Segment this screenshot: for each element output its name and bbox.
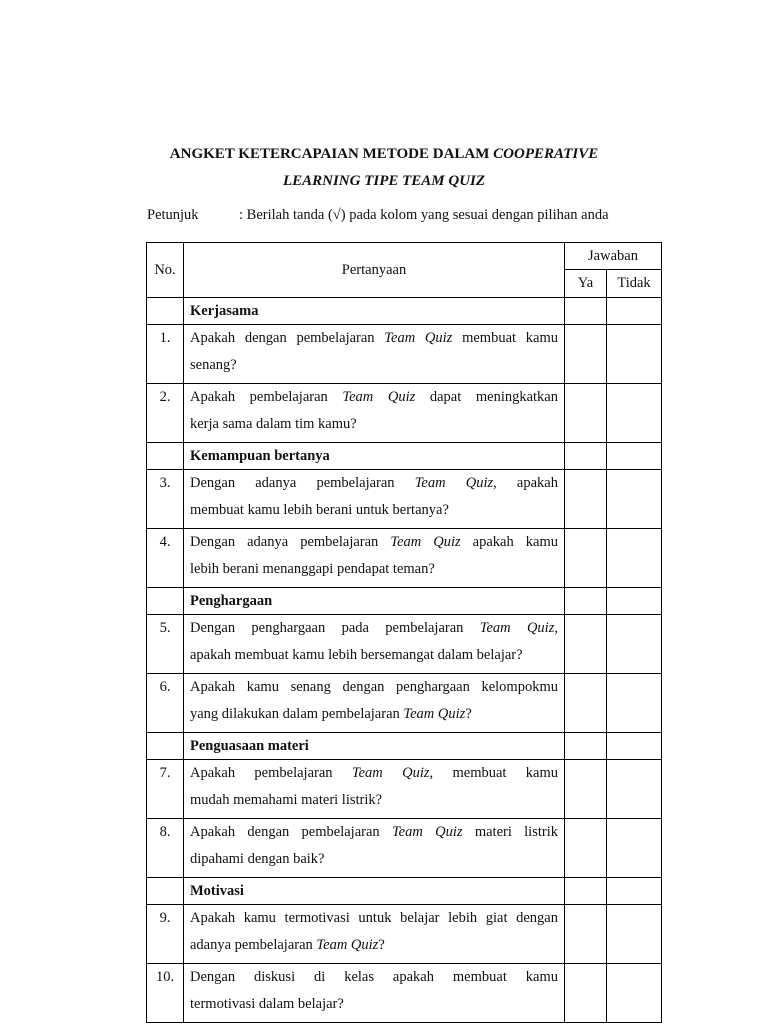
question-text (184, 964, 565, 1023)
question-text-part: Dengan diskusi di kelas apakah membuat kamu (190, 969, 558, 985)
answer-yes-cell[interactable] (565, 325, 607, 384)
question-text (184, 615, 565, 674)
question-text-part: termotivasi dalam belajar? (190, 996, 344, 1012)
header-no-answer: Tidak (607, 270, 662, 298)
question-line-2 (190, 497, 558, 524)
question-text-part: Apakah dengan pembelajaran (190, 330, 385, 346)
question-text (184, 470, 565, 529)
question-line-1 (190, 674, 558, 701)
question-line-2 (190, 701, 558, 728)
answer-no-cell[interactable] (607, 298, 662, 325)
category-no-cell (147, 443, 184, 470)
question-number: 8. (147, 819, 184, 878)
instruction-text: : Berilah tanda (√) pada kolom yang sesuai dengan pilihan anda (239, 207, 609, 223)
question-row (147, 674, 662, 733)
question-line-1 (190, 615, 558, 642)
question-text (184, 325, 565, 384)
question-row (147, 529, 662, 588)
answer-yes-cell[interactable] (565, 443, 607, 470)
answer-no-cell[interactable] (607, 443, 662, 470)
answer-no-cell[interactable] (607, 760, 662, 819)
category-row (147, 298, 662, 325)
question-italic-term: Team Quiz (391, 824, 463, 840)
category-no-cell (147, 733, 184, 760)
document-title-line-2: LEARNING TIPE TEAM QUIZ (282, 173, 486, 189)
answer-yes-cell[interactable] (565, 905, 607, 964)
title-italic-text: COOPERATIVE (493, 146, 599, 162)
category-label: Penguasaan materi (184, 733, 565, 760)
question-number: 7. (147, 760, 184, 819)
answer-no-cell[interactable] (607, 733, 662, 760)
question-number: 3. (147, 470, 184, 529)
question-text (184, 819, 565, 878)
question-italic-term: Team Quiz (479, 620, 555, 636)
question-italic-term: Team Quiz (316, 937, 379, 953)
question-row (147, 615, 662, 674)
answer-yes-cell[interactable] (565, 878, 607, 905)
category-label: Kerjasama (184, 298, 565, 325)
category-no-cell (147, 588, 184, 615)
question-text-part: , apakah (493, 475, 558, 491)
question-text-part: adanya pembelajaran (190, 937, 317, 953)
answer-no-cell[interactable] (607, 674, 662, 733)
question-text-part: Dengan penghargaan pada pembelajaran (190, 620, 480, 636)
answer-yes-cell[interactable] (565, 615, 607, 674)
question-text-part: lebih berani menanggapi pendapat teman? (190, 561, 435, 577)
answer-yes-cell[interactable] (565, 964, 607, 1023)
header-answer: Jawaban (565, 243, 662, 270)
category-row (147, 443, 662, 470)
answer-yes-cell[interactable] (565, 529, 607, 588)
header-no: No. (147, 243, 184, 298)
questionnaire-table (146, 242, 662, 1023)
question-row (147, 964, 662, 1023)
category-label: Penghargaan (184, 588, 565, 615)
answer-yes-cell[interactable] (565, 674, 607, 733)
answer-no-cell[interactable] (607, 325, 662, 384)
question-number: 5. (147, 615, 184, 674)
question-line-2 (190, 787, 558, 814)
question-line-1 (190, 905, 558, 932)
question-number: 2. (147, 384, 184, 443)
answer-no-cell[interactable] (607, 615, 662, 674)
answer-yes-cell[interactable] (565, 819, 607, 878)
question-text-part: Apakah pembelajaran (190, 389, 343, 405)
answer-no-cell[interactable] (607, 529, 662, 588)
question-line-1 (190, 760, 558, 787)
question-text (184, 760, 565, 819)
header-question: Pertanyaan (184, 243, 565, 298)
question-line-2 (190, 411, 558, 438)
answer-yes-cell[interactable] (565, 470, 607, 529)
question-italic-term: Team Quiz (342, 389, 416, 405)
question-row (147, 819, 662, 878)
answer-yes-cell[interactable] (565, 588, 607, 615)
header-yes: Ya (565, 270, 607, 298)
question-italic-term: Team Quiz (384, 330, 453, 346)
question-text-part: Apakah kamu termotivasi untuk belajar lebih giat dengan (190, 910, 558, 926)
question-text-part: yang dilakukan dalam pembelajaran (190, 706, 404, 722)
question-italic-term: Team Quiz (351, 765, 430, 781)
question-text (184, 529, 565, 588)
question-line-1 (190, 384, 558, 411)
question-text-part: apakah kamu (460, 534, 558, 550)
question-text-part: , membuat kamu (429, 765, 558, 781)
question-line-1 (190, 964, 558, 991)
answer-yes-cell[interactable] (565, 760, 607, 819)
category-label: Kemampuan bertanya (184, 443, 565, 470)
question-text-part: Dengan adanya pembelajaran (190, 475, 415, 491)
category-row (147, 878, 662, 905)
question-text-part: mudah memahami materi listrik? (190, 792, 383, 808)
question-line-1 (190, 529, 558, 556)
question-text-part: dipahami dengan baik? (190, 851, 325, 867)
question-text-part: kerja sama dalam tim kamu? (190, 416, 357, 432)
question-text-part: senang? (190, 357, 237, 373)
answer-no-cell[interactable] (607, 878, 662, 905)
question-row (147, 384, 662, 443)
question-text-part: ? (378, 937, 385, 953)
question-row (147, 760, 662, 819)
question-number: 4. (147, 529, 184, 588)
question-line-2 (190, 642, 558, 669)
question-italic-term: Team Quiz (390, 534, 461, 550)
answer-no-cell[interactable] (607, 384, 662, 443)
question-line-2 (190, 991, 558, 1018)
category-no-cell (147, 878, 184, 905)
question-number: 6. (147, 674, 184, 733)
answer-no-cell[interactable] (607, 470, 662, 529)
question-text-part: membuat kamu (452, 330, 558, 346)
answer-no-cell[interactable] (607, 588, 662, 615)
question-line-2 (190, 556, 558, 583)
question-text-part: Dengan adanya pembelajaran (190, 534, 391, 550)
question-italic-term: Team Quiz (414, 475, 494, 491)
answer-yes-cell[interactable] (565, 298, 607, 325)
question-text-part: materi listrik (462, 824, 558, 840)
question-text-part: Apakah pembelajaran (190, 765, 352, 781)
instruction-label: Petunjuk (147, 207, 199, 223)
answer-no-cell[interactable] (607, 819, 662, 878)
answer-yes-cell[interactable] (565, 384, 607, 443)
question-line-1 (190, 470, 558, 497)
question-number: 1. (147, 325, 184, 384)
question-row (147, 470, 662, 529)
question-text-part: , (554, 620, 558, 636)
answer-no-cell[interactable] (607, 905, 662, 964)
question-text (184, 674, 565, 733)
question-text-part: apakah membuat kamu lebih bersemangat dalam belajar? (190, 647, 523, 663)
question-text-part: dapat meningkatkan (415, 389, 558, 405)
question-text (184, 905, 565, 964)
question-line-2 (190, 846, 558, 873)
question-text-part: membuat kamu lebih berani untuk bertanya? (190, 502, 449, 518)
document-title-line-1 (0, 146, 768, 163)
question-row (147, 325, 662, 384)
category-row (147, 588, 662, 615)
question-text-part: Apakah kamu senang dengan penghargaan kelompokmu (190, 679, 558, 695)
question-row (147, 905, 662, 964)
category-row (147, 733, 662, 760)
question-line-1 (190, 819, 558, 846)
category-no-cell (147, 298, 184, 325)
question-number: 9. (147, 905, 184, 964)
question-text (184, 384, 565, 443)
category-label: Motivasi (184, 878, 565, 905)
title-text: ANGKET KETERCAPAIAN METODE DALAM (169, 146, 494, 162)
question-italic-term: Team Quiz (403, 706, 466, 722)
question-line-2 (190, 352, 558, 379)
question-line-2 (190, 932, 558, 959)
answer-yes-cell[interactable] (565, 733, 607, 760)
question-number: 10. (147, 964, 184, 1023)
question-text-part: Apakah dengan pembelajaran (190, 824, 392, 840)
question-text-part: ? (465, 706, 472, 722)
instruction (147, 207, 609, 224)
question-line-1 (190, 325, 558, 352)
answer-no-cell[interactable] (607, 964, 662, 1023)
